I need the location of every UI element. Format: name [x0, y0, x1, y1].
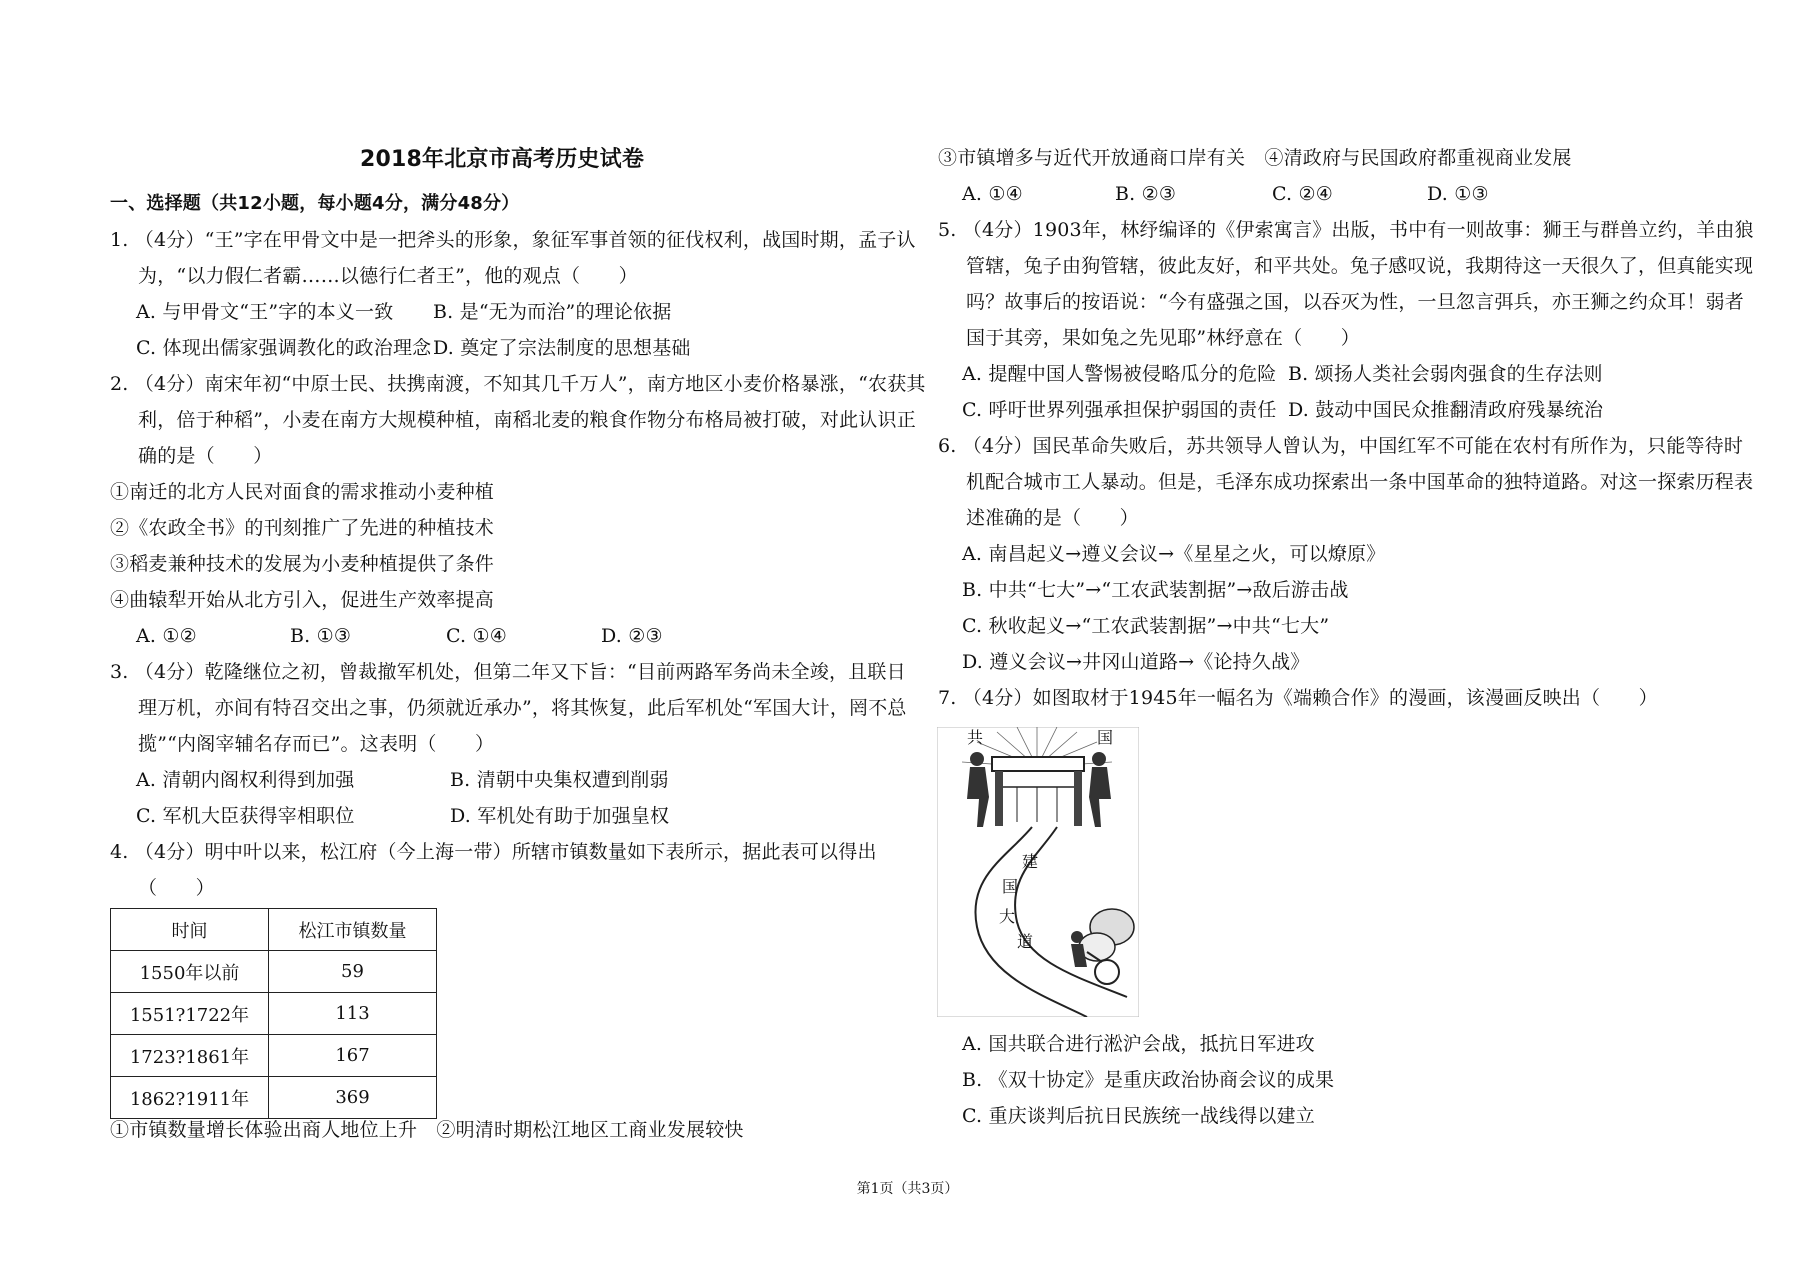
table-cell: 113: [269, 993, 437, 1035]
road-char: 国: [1002, 877, 1019, 896]
q2-statement-3: ③稻麦兼种技术的发展为小麦种植提供了条件: [110, 553, 495, 575]
table-header-cell: 时间: [111, 909, 269, 951]
q1-stem-line1: 1. （4分）“王”字在甲骨文中是一把斧头的形象，象征军事首领的征伐权利，战国时期，孟子认: [110, 229, 916, 251]
table-row: [111, 1035, 437, 1077]
q5-option-a: A. 提醒中国人警惕被侵略瓜分的危险: [962, 363, 1277, 385]
q5-stem-line4: 国于其旁，果如兔之先见耶”林纾意在（ ）: [966, 327, 1360, 349]
q1-stem-line2: 为，“以力假仁者霸……以德行仁者王”，他的观点（ ）: [138, 265, 638, 287]
q1-option-d: D. 奠定了宗法制度的思想基础: [433, 337, 691, 359]
q4-option-c: C. ②④: [1272, 183, 1334, 205]
road-char: 道: [1017, 932, 1034, 951]
cartoon-right-char: 国: [1097, 728, 1114, 747]
q3-option-a: A. 清朝内阁权利得到加强: [136, 769, 355, 791]
q6-option-c: C. 秋收起义→“工农武装割据”→中共“七大”: [962, 615, 1330, 637]
q4-stem-line1: 4. （4分）明中叶以来，松江府（今上海一带）所辖市镇数量如下表所示，据此表可以得出: [110, 841, 877, 863]
q2-option-d: D. ②③: [601, 625, 663, 647]
q6-stem-line3: 述准确的是（ ）: [966, 507, 1139, 529]
cartoon-image: [937, 727, 1139, 1017]
q6-option-d: D. 遵义会议→井冈山道路→《论持久战》: [962, 651, 1310, 673]
q4-statements-3-4: ③市镇增多与近代开放通商口岸有关 ④清政府与民国政府都重视商业发展: [938, 147, 1572, 169]
q3-stem-line1: 3. （4分）乾隆继位之初，曾裁撤军机处，但第二年又下旨：“目前两路军务尚未全竣，且联日: [110, 661, 906, 683]
q6-option-a: A. 南昌起义→遵义会议→《星星之火，可以燎原》: [962, 543, 1386, 565]
q2-stem-line2: 利，倍于种稻”，小麦在南方大规模种植，南稻北麦的粮食作物分布格局被打破，对此认识正: [138, 409, 916, 431]
q2-option-c: C. ①④: [446, 625, 508, 647]
q1-option-a: A. 与甲骨文“王”字的本义一致: [136, 301, 394, 323]
q4-option-d: D. ①③: [1427, 183, 1489, 205]
q3-stem-line3: 揽”“内阁宰辅名存而已”。这表明（ ）: [138, 733, 495, 755]
table-row: [111, 951, 437, 993]
table-row: [111, 993, 437, 1035]
table-cell: 59: [269, 951, 437, 993]
q5-stem-line3: 吗？故事后的按语说：“今有盛强之国，以吞灭为性，一旦忽言弭兵，亦王狮之约众耳！弱者: [966, 291, 1744, 313]
q3-option-b: B. 清朝中央集权遭到削弱: [450, 769, 669, 791]
q2-stem-line1: 2. （4分）南宋年初“中原士民、扶携南渡，不知其几千万人”，南方地区小麦价格暴涨，“农获其: [110, 373, 926, 395]
page-title: 2018年北京市高考历史试卷: [360, 147, 645, 172]
q3-option-c: C. 军机大臣获得宰相职位: [136, 805, 355, 827]
table-header-cell: 松江市镇数量: [269, 909, 437, 951]
table-row: [111, 1077, 437, 1119]
q2-statement-1: ①南迁的北方人民对面食的需求推动小麦种植: [110, 481, 495, 503]
q4-option-b: B. ②③: [1115, 183, 1177, 205]
table-cell: 369: [269, 1077, 437, 1119]
q2-statement-2: ②《农政全书》的刊刻推广了先进的种植技术: [110, 517, 495, 539]
q2-statement-4: ④曲辕犁开始从北方引入，促进生产效率提高: [110, 589, 495, 611]
q7-option-b: B. 《双十协定》是重庆政治协商会议的成果: [962, 1069, 1335, 1091]
q5-option-c: C. 呼吁世界列强承担保护弱国的责任: [962, 399, 1277, 421]
q2-option-b: B. ①③: [290, 625, 352, 647]
road-char: 大: [999, 907, 1016, 926]
road-char: 建: [1022, 852, 1039, 871]
table-cell: 167: [269, 1035, 437, 1077]
section-heading: 一、选择题（共12小题，每小题4分，满分48分）: [110, 193, 520, 214]
table-header-row: [111, 909, 437, 951]
q6-stem-line1: 6. （4分）国民革命失败后，苏共领导人曾认为，中国红军不可能在农村有所作为，只能等待时: [938, 435, 1744, 457]
cartoon-left-char: 共: [967, 728, 984, 747]
q2-stem-line3: 确的是（ ）: [138, 445, 273, 467]
q3-stem-line2: 理万机，亦间有特召交出之事，仍须就近承办”，将其恢复，此后军机处“军国大计，罔不总: [138, 697, 907, 719]
q5-stem-line1: 5. （4分）1903年，林纾编译的《伊索寓言》出版，书中有一则故事：狮王与群兽立约，羊由狼: [938, 219, 1754, 241]
q4-statements-1-2: ①市镇数量增长体验出商人地位上升 ②明清时期松江地区工商业发展较快: [110, 1119, 744, 1141]
q5-option-b: B. 颂扬人类社会弱肉强食的生存法则: [1288, 363, 1603, 385]
q5-stem-line2: 管辖，兔子由狗管辖，彼此友好，和平共处。兔子感叹说，我期待这一天很久了，但真能实现: [966, 255, 1754, 277]
q3-option-d: D. 军机处有助于加强皇权: [450, 805, 670, 827]
q6-stem-line2: 机配合城市工人暴动。但是，毛泽东成功探索出一条中国革命的独特道路。对这一探索历程表: [966, 471, 1754, 493]
q7-option-a: A. 国共联合进行淞沪会战，抵抗日军进攻: [962, 1033, 1315, 1055]
table-cell: 1551?1722年: [111, 993, 269, 1035]
q6-option-b: B. 中共“七大”→“工农武装割据”→敌后游击战: [962, 579, 1349, 601]
q1-option-b: B. 是“无为而治”的理论依据: [433, 301, 672, 323]
q1-option-c: C. 体现出儒家强调教化的政治理念: [136, 337, 432, 359]
q4-stem-line2: （ ）: [138, 877, 215, 899]
table-cell: 1723?1861年: [111, 1035, 269, 1077]
table-cell: 1862?1911年: [111, 1077, 269, 1119]
q7-stem-line1: 7. （4分）如图取材于1945年一幅名为《端赖合作》的漫画，该漫画反映出（ ）: [938, 687, 1658, 709]
q2-option-a: A. ①②: [136, 625, 197, 647]
q4-option-a: A. ①④: [962, 183, 1023, 205]
table-cell: 1550年以前: [111, 951, 269, 993]
q5-option-d: D. 鼓动中国民众推翻清政府残暴统治: [1288, 399, 1604, 421]
q7-option-c: C. 重庆谈判后抗日民族统一战线得以建立: [962, 1105, 1315, 1127]
page-footer: 第1页（共3页）: [856, 1181, 959, 1197]
market-town-table: [110, 908, 437, 1119]
